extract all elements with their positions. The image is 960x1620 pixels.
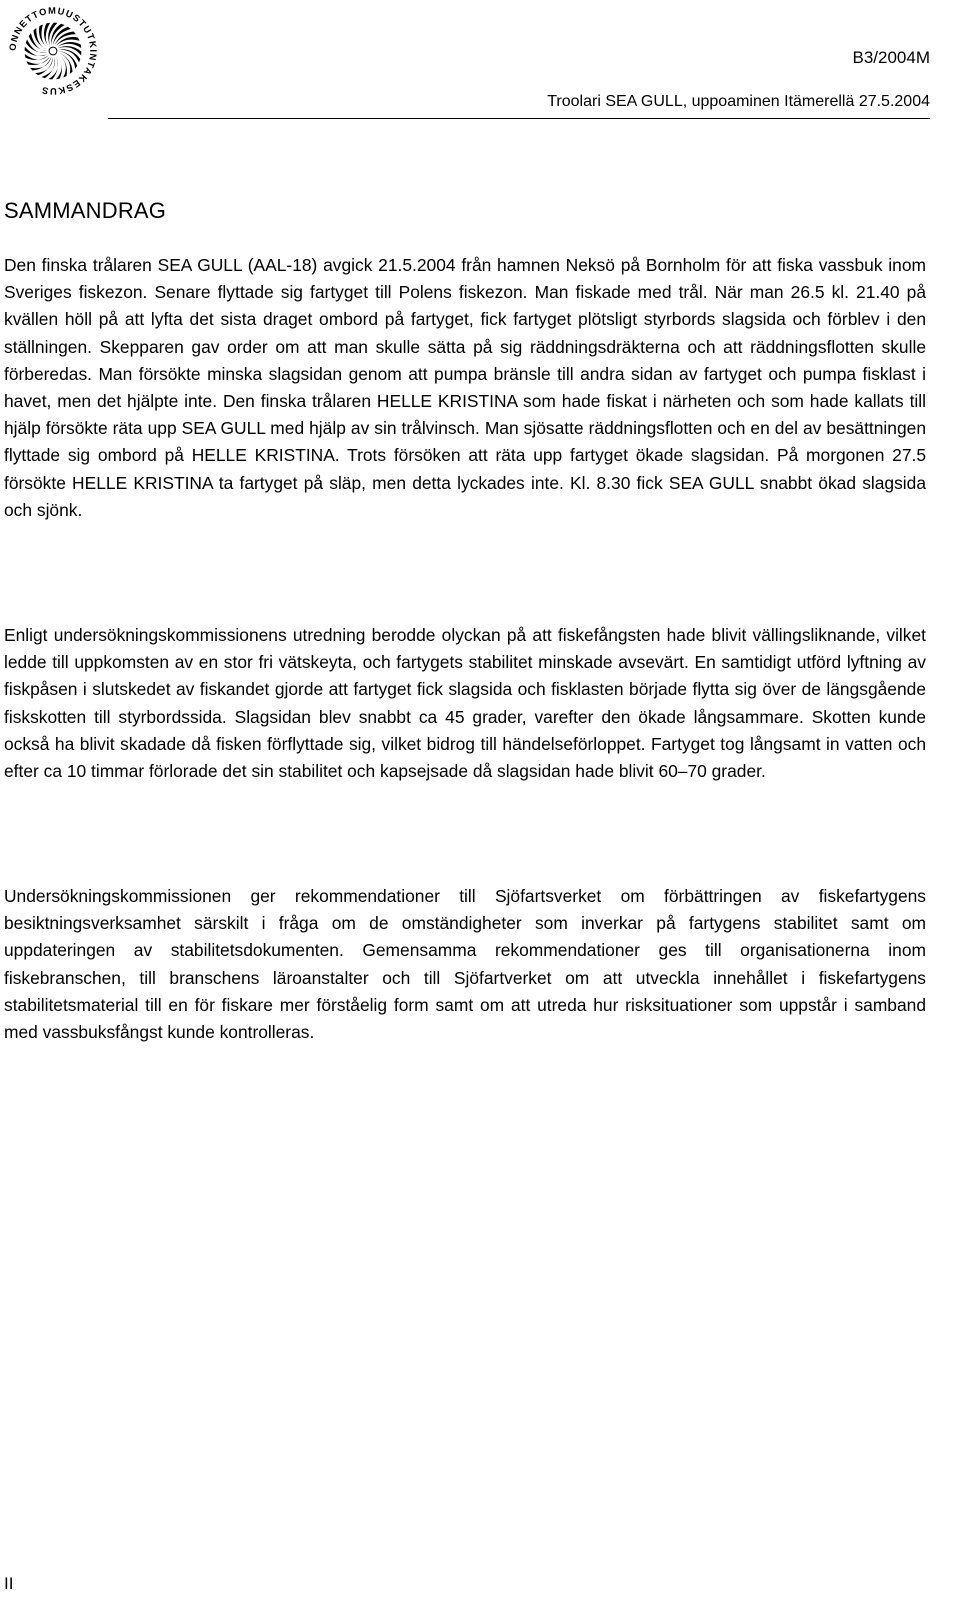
summary-paragraph-1: Den finska trålaren SEA GULL (AAL-18) avgick 21.5.2004 från hamnen Neksö på Bornholm för att fiska vassbuk inom Sveriges fiskezon. Senare flyttade sig fartyget till Polens fiskezon. Man fiskade med trål. När man 26.5 kl. 21.40 på kvällen höll på att lyfta det sista draget ombord på fartyget, fick fartyget plötsligt styrbords slagsida och förblev i den ställningen. Skepparen gav order om att man skulle sätta på sig räddningsdräkterna och att räddningsflotten skulle förberedas. Man försökte minska slagsidan genom att pumpa bränsle till andra sidan av fartyget och pumpa fisklast i havet, men det hjälpte inte. Den finska trålaren HELLE KRISTINA som hade fiskat i närheten och som hade kallats till hjälp försökte räta upp SEA GULL med hjälp av sin trålvinsch. Man sjösatte räddningsflotten och en del av besättningen flyttade sig ombord på HELLE KRISTINA. Trots försöken att räta upp fartyget ökade slagsidan. På morgonen 27.5 försökte HELLE KRISTINA ta fartyget på släp, men detta lyckades inte. Kl. 8.30 fick SEA GULL snabbt ökad slagsida och sjönk.	[4, 255, 926, 520]
svg-text:ONNETTOMUUSTUTKINTAKESKUS: ONNETTOMUUSTUTKINTAKESKUS	[7, 5, 99, 97]
document-title: Troolari SEA GULL, uppoaminen Itämerellä 27.5.2004	[547, 93, 930, 110]
organization-logo	[4, 2, 102, 100]
logo-ray	[41, 57, 55, 79]
logo-ray	[58, 54, 67, 78]
section-title: SAMMANDRAG	[4, 198, 167, 223]
header-divider	[108, 118, 930, 119]
logo-ray	[49, 56, 58, 79]
summary-paragraph-3: Undersökningskommissionen ger rekommendationer till Sjöfartsverket om förbättringen av fiskefartygens besiktningsverksamhet särskilt i fråga om de omständigheter som inverkar på fartygens stabilitet samt om uppdateringen av stabilitetsdokumenten. Gemensamma rekommendationer ges till organisationerna inom fiskebranschen, till branschens läroanstalter och till Sjöfartverket om att utveckla innehållet i fiskefartygens stabilitetsmaterial till en för fiskare mer förståelig form samt om att utreda hur risksituationer som uppstår i samband med vassbuksfångst kunde kontrolleras.	[4, 886, 926, 1043]
page-number: II	[4, 1574, 14, 1593]
summary-paragraph-2: Enligt undersökningskommissionens utredning berodde olyckan på att fiskefångsten hade blivit vällingsliknande, vilket ledde till uppkomsten av en stor fri vätskeyta, och fartygets stabilitet minskade avsevärt. En samtidigt utförd lyftning av fiskpåsen i slutskedet av fiskandet gjorde att fartyget fick slagsida och fisklasten började flytta sig över de längsgående fiskskotten till styrbordssida. Slagsidan blev snabbt ca 45 grader, varefter den ökade långsammare. Skotten kunde också ha blivit skadade då fisken förflyttade sig, vilket bidrog till händelseförloppet. Fartyget tog långsamt in vatten och efter ca 10 timmar förlorade det sin stabilitet och kapsejsade då slagsidan hade blivit 60–70 grader.	[4, 625, 926, 782]
document-code: B3/2004M	[852, 48, 930, 67]
organization-seal-logo-icon	[4, 2, 102, 100]
